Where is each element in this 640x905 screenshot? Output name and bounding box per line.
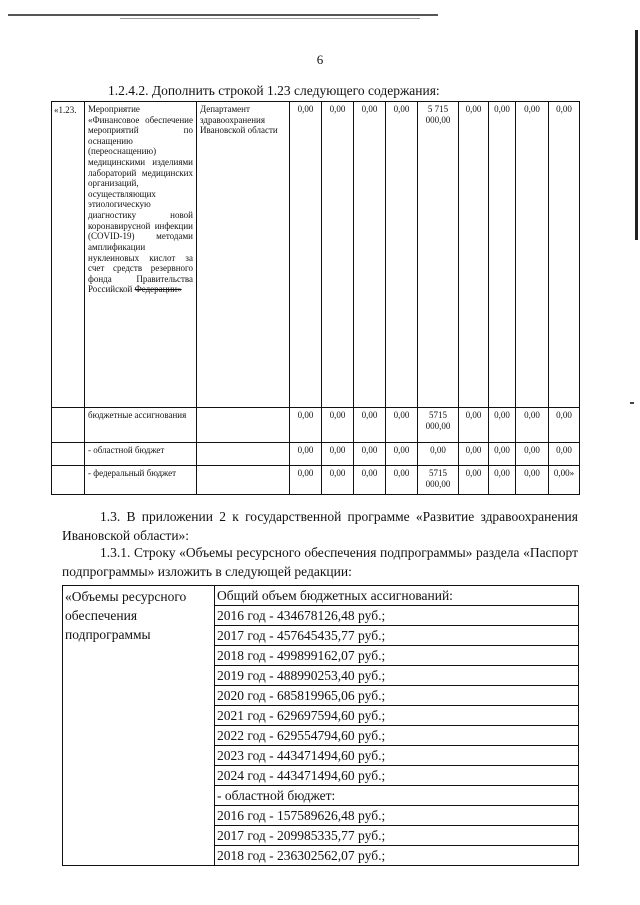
value-cell: 0,00 xyxy=(290,408,322,443)
value-cell: 0,00 xyxy=(290,102,322,408)
value-cell: 0,00 xyxy=(516,466,549,495)
value-cell: 0,00 xyxy=(459,408,489,443)
value-cell: 0,00 xyxy=(354,466,386,495)
value-cell: 0,00» xyxy=(549,466,580,495)
empty-cell xyxy=(52,443,85,466)
table-row xyxy=(52,466,580,495)
row-code: «1.23. xyxy=(52,102,85,408)
empty-cell xyxy=(52,466,85,495)
scan-artifact-line-2 xyxy=(120,18,420,19)
executor-cell: Департамент здравоохранения Ивановской области xyxy=(197,102,290,408)
value-cell: 0,00 xyxy=(386,443,418,466)
page-number: 6 xyxy=(316,52,324,67)
resources-line: 2016 год - 434678126,48 руб.; xyxy=(215,606,578,626)
resources-line: Общий объем бюджетных ассигнований: xyxy=(215,586,578,606)
resources-values xyxy=(215,586,579,866)
value-cell: 0,00 xyxy=(489,443,516,466)
resources-line: 2018 год - 499899162,07 руб.; xyxy=(215,646,578,666)
paragraph-1-3-1: 1.3.1. Строку «Объемы ресурсного обеспечения подпрограммы» раздела «Паспорт подпрограммы» изложить в следующей редакции: xyxy=(62,545,578,579)
value-cell: 0,00 xyxy=(459,102,489,408)
value-cell: 0,00 xyxy=(386,466,418,495)
table-row xyxy=(52,102,580,408)
value-cell: 0,00 xyxy=(489,102,516,408)
value-cell: 0,00 xyxy=(386,102,418,408)
value-cell: 0,00 xyxy=(322,443,354,466)
resources-line: 2016 год - 157589626,48 руб.; xyxy=(215,806,578,826)
empty-cell xyxy=(197,443,290,466)
scan-dot-mark xyxy=(630,402,634,404)
resources-line: 2021 год - 629697594,60 руб.; xyxy=(215,706,578,726)
value-cell: 0,00 xyxy=(322,408,354,443)
resources-line: 2017 год - 209985335,77 руб.; xyxy=(215,826,578,846)
value-cell: 0,00 xyxy=(516,102,549,408)
value-cell: 0,00 xyxy=(489,408,516,443)
value-cell: 0,00 xyxy=(516,443,549,466)
value-cell: 0,00 xyxy=(549,443,580,466)
empty-cell xyxy=(52,408,85,443)
activity-name-text: Мероприятие «Финансовое обеспечение мероприятий по оснащению (переоснащению) медицинскими изделиями лабораторий медицинских организаций, осуществляющих этиологическую диагностику новой коронавирусной инфекции (COVID-19) методами амплификации нуклеиновых кислот за счет средств резервного фонда Правительства Российской xyxy=(88,104,193,295)
resources-line: 2023 год - 443471494,60 руб.; xyxy=(215,746,578,766)
value-cell: 5715 000,00 xyxy=(418,408,459,443)
empty-cell xyxy=(197,466,290,495)
row-label: - областной бюджет xyxy=(85,443,197,466)
value-cell: 5715 000,00 xyxy=(418,466,459,495)
value-cell: 5 715 000,00 xyxy=(418,102,459,408)
resources-table xyxy=(62,585,579,866)
value-cell: 0,00 xyxy=(322,466,354,495)
scan-artifact-line xyxy=(8,14,438,16)
table-row xyxy=(63,586,579,866)
resources-line: 2024 год - 443471494,60 руб.; xyxy=(215,766,578,786)
resources-line: 2018 год - 236302562,07 руб.; xyxy=(217,848,386,863)
empty-cell xyxy=(197,408,290,443)
value-cell: 0,00 xyxy=(459,466,489,495)
resources-line: 2017 год - 457645435,77 руб.; xyxy=(215,626,578,646)
resources-label: «Объемы ресурсного обеспечения подпрограммы xyxy=(63,586,215,866)
value-cell: 0,00 xyxy=(549,102,580,408)
resources-line: 2020 год - 685819965,06 руб.; xyxy=(215,686,578,706)
row-label: бюджетные ассигнования xyxy=(85,408,197,443)
row-label: - федеральный бюджет xyxy=(85,466,197,495)
paragraph-1-3: 1.3. В приложении 2 к государственной программе «Развитие здравоохранения Ивановской области»: xyxy=(62,509,578,543)
resources-line: 2022 год - 629554794,60 руб.; xyxy=(215,726,578,746)
activity-name-struck: Федерации» xyxy=(134,284,182,295)
resources-line: 2019 год - 488990253,40 руб.; xyxy=(215,666,578,686)
value-cell: 0,00 xyxy=(489,466,516,495)
value-cell: 0,00 xyxy=(549,408,580,443)
table-row xyxy=(52,443,580,466)
value-cell: 0,00 xyxy=(418,443,459,466)
resources-line: - областной бюджет: xyxy=(215,786,578,806)
table-row xyxy=(52,408,580,443)
value-cell: 0,00 xyxy=(354,102,386,408)
value-cell: 0,00 xyxy=(354,408,386,443)
value-cell: 0,00 xyxy=(516,408,549,443)
value-cell: 0,00 xyxy=(386,408,418,443)
value-cell: 0,00 xyxy=(322,102,354,408)
activity-name xyxy=(85,102,197,408)
section-heading: 1.2.4.2. Дополнить строкой 1.23 следующего содержания: xyxy=(108,83,440,98)
value-cell: 0,00 xyxy=(290,443,322,466)
activity-table xyxy=(51,101,580,495)
value-cell: 0,00 xyxy=(290,466,322,495)
value-cell: 0,00 xyxy=(354,443,386,466)
value-cell: 0,00 xyxy=(459,443,489,466)
